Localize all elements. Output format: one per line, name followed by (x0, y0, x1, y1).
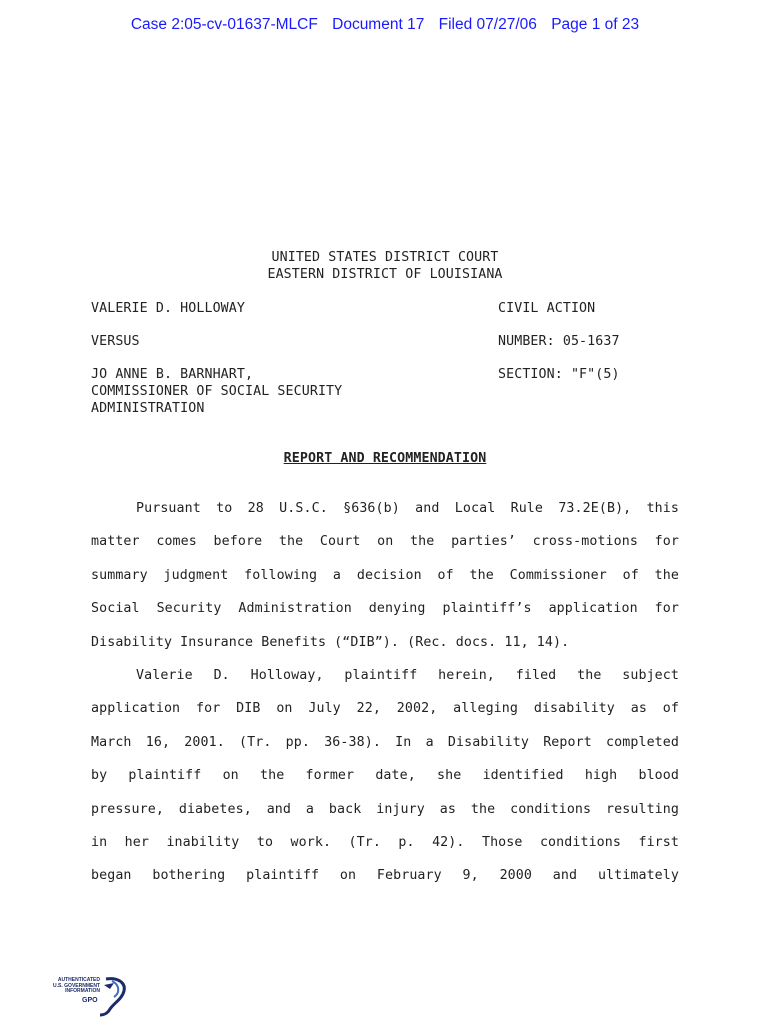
body-line: March 16, 2001. (Tr. pp. 36-38). In a Disability Report completed (91, 734, 679, 750)
section-label: SECTION: "F"(5) (498, 367, 620, 382)
seal-line: INFORMATION (65, 988, 100, 994)
body-line: application for DIB on July 22, 2002, alleging disability as of (91, 701, 679, 717)
body-line: by plaintiff on the former date, she identified high blood (91, 768, 679, 784)
document-number: Document 17 (332, 16, 425, 33)
defendant-line: JO ANNE B. BARNHART, (91, 367, 254, 382)
body-line: Pursuant to 28 U.S.C. §636(b) and Local Rule 73.2E(B), this (136, 501, 679, 516)
court-heading (0, 249, 770, 283)
defendant-line: ADMINISTRATION (91, 401, 205, 416)
case-number: Case 2:05-cv-01637-MLCF (130, 16, 318, 33)
page-indicator: Page 1 of 23 (551, 16, 640, 33)
eagle-icon (44, 975, 130, 1017)
body-line: Valerie D. Holloway, plaintiff herein, filed the subject (136, 668, 679, 684)
filing-header (0, 16, 770, 34)
body-line: Social Security Administration denying plaintiff’s application for (91, 601, 679, 617)
plaintiff-name: VALERIE D. HOLLOWAY (91, 301, 246, 316)
seal-line: U.S. GOVERNMENT (53, 982, 100, 989)
gpo-authentication-seal (44, 975, 130, 1017)
court-name: UNITED STATES DISTRICT COURT (271, 250, 499, 265)
defendant-line: COMMISSIONER OF SOCIAL SECURITY (91, 384, 343, 399)
seal-line: AUTHENTICATED (57, 977, 100, 983)
body-line: began bothering plaintiff on February 9, 2000 and ultimately (91, 868, 679, 884)
case-number-label: NUMBER: 05-1637 (498, 334, 620, 349)
seal-gpo-label: GPO (82, 997, 98, 1004)
filed-date: Filed 07/27/06 (438, 16, 537, 33)
body-line: pressure, diabetes, and a back injury as the conditions resulting (91, 801, 679, 817)
civil-action-label: CIVIL ACTION (498, 301, 596, 316)
body-line: Disability Insurance Benefits (“DIB”). (Rec. docs. 11, 14). (91, 634, 570, 650)
defendant-block (91, 366, 342, 417)
body-line: in her inability to work. (Tr. p. 42). Those conditions first (91, 835, 679, 851)
court-district: EASTERN DISTRICT OF LOUISIANA (267, 267, 503, 282)
body-line: summary judgment following a decision of the Commissioner of the (91, 567, 679, 583)
body-line: matter comes before the Court on the parties’ cross-motions for (91, 534, 679, 550)
versus-label: VERSUS (91, 334, 140, 349)
document-title: REPORT AND RECOMMENDATION (283, 451, 487, 466)
body-paragraphs (91, 492, 679, 893)
